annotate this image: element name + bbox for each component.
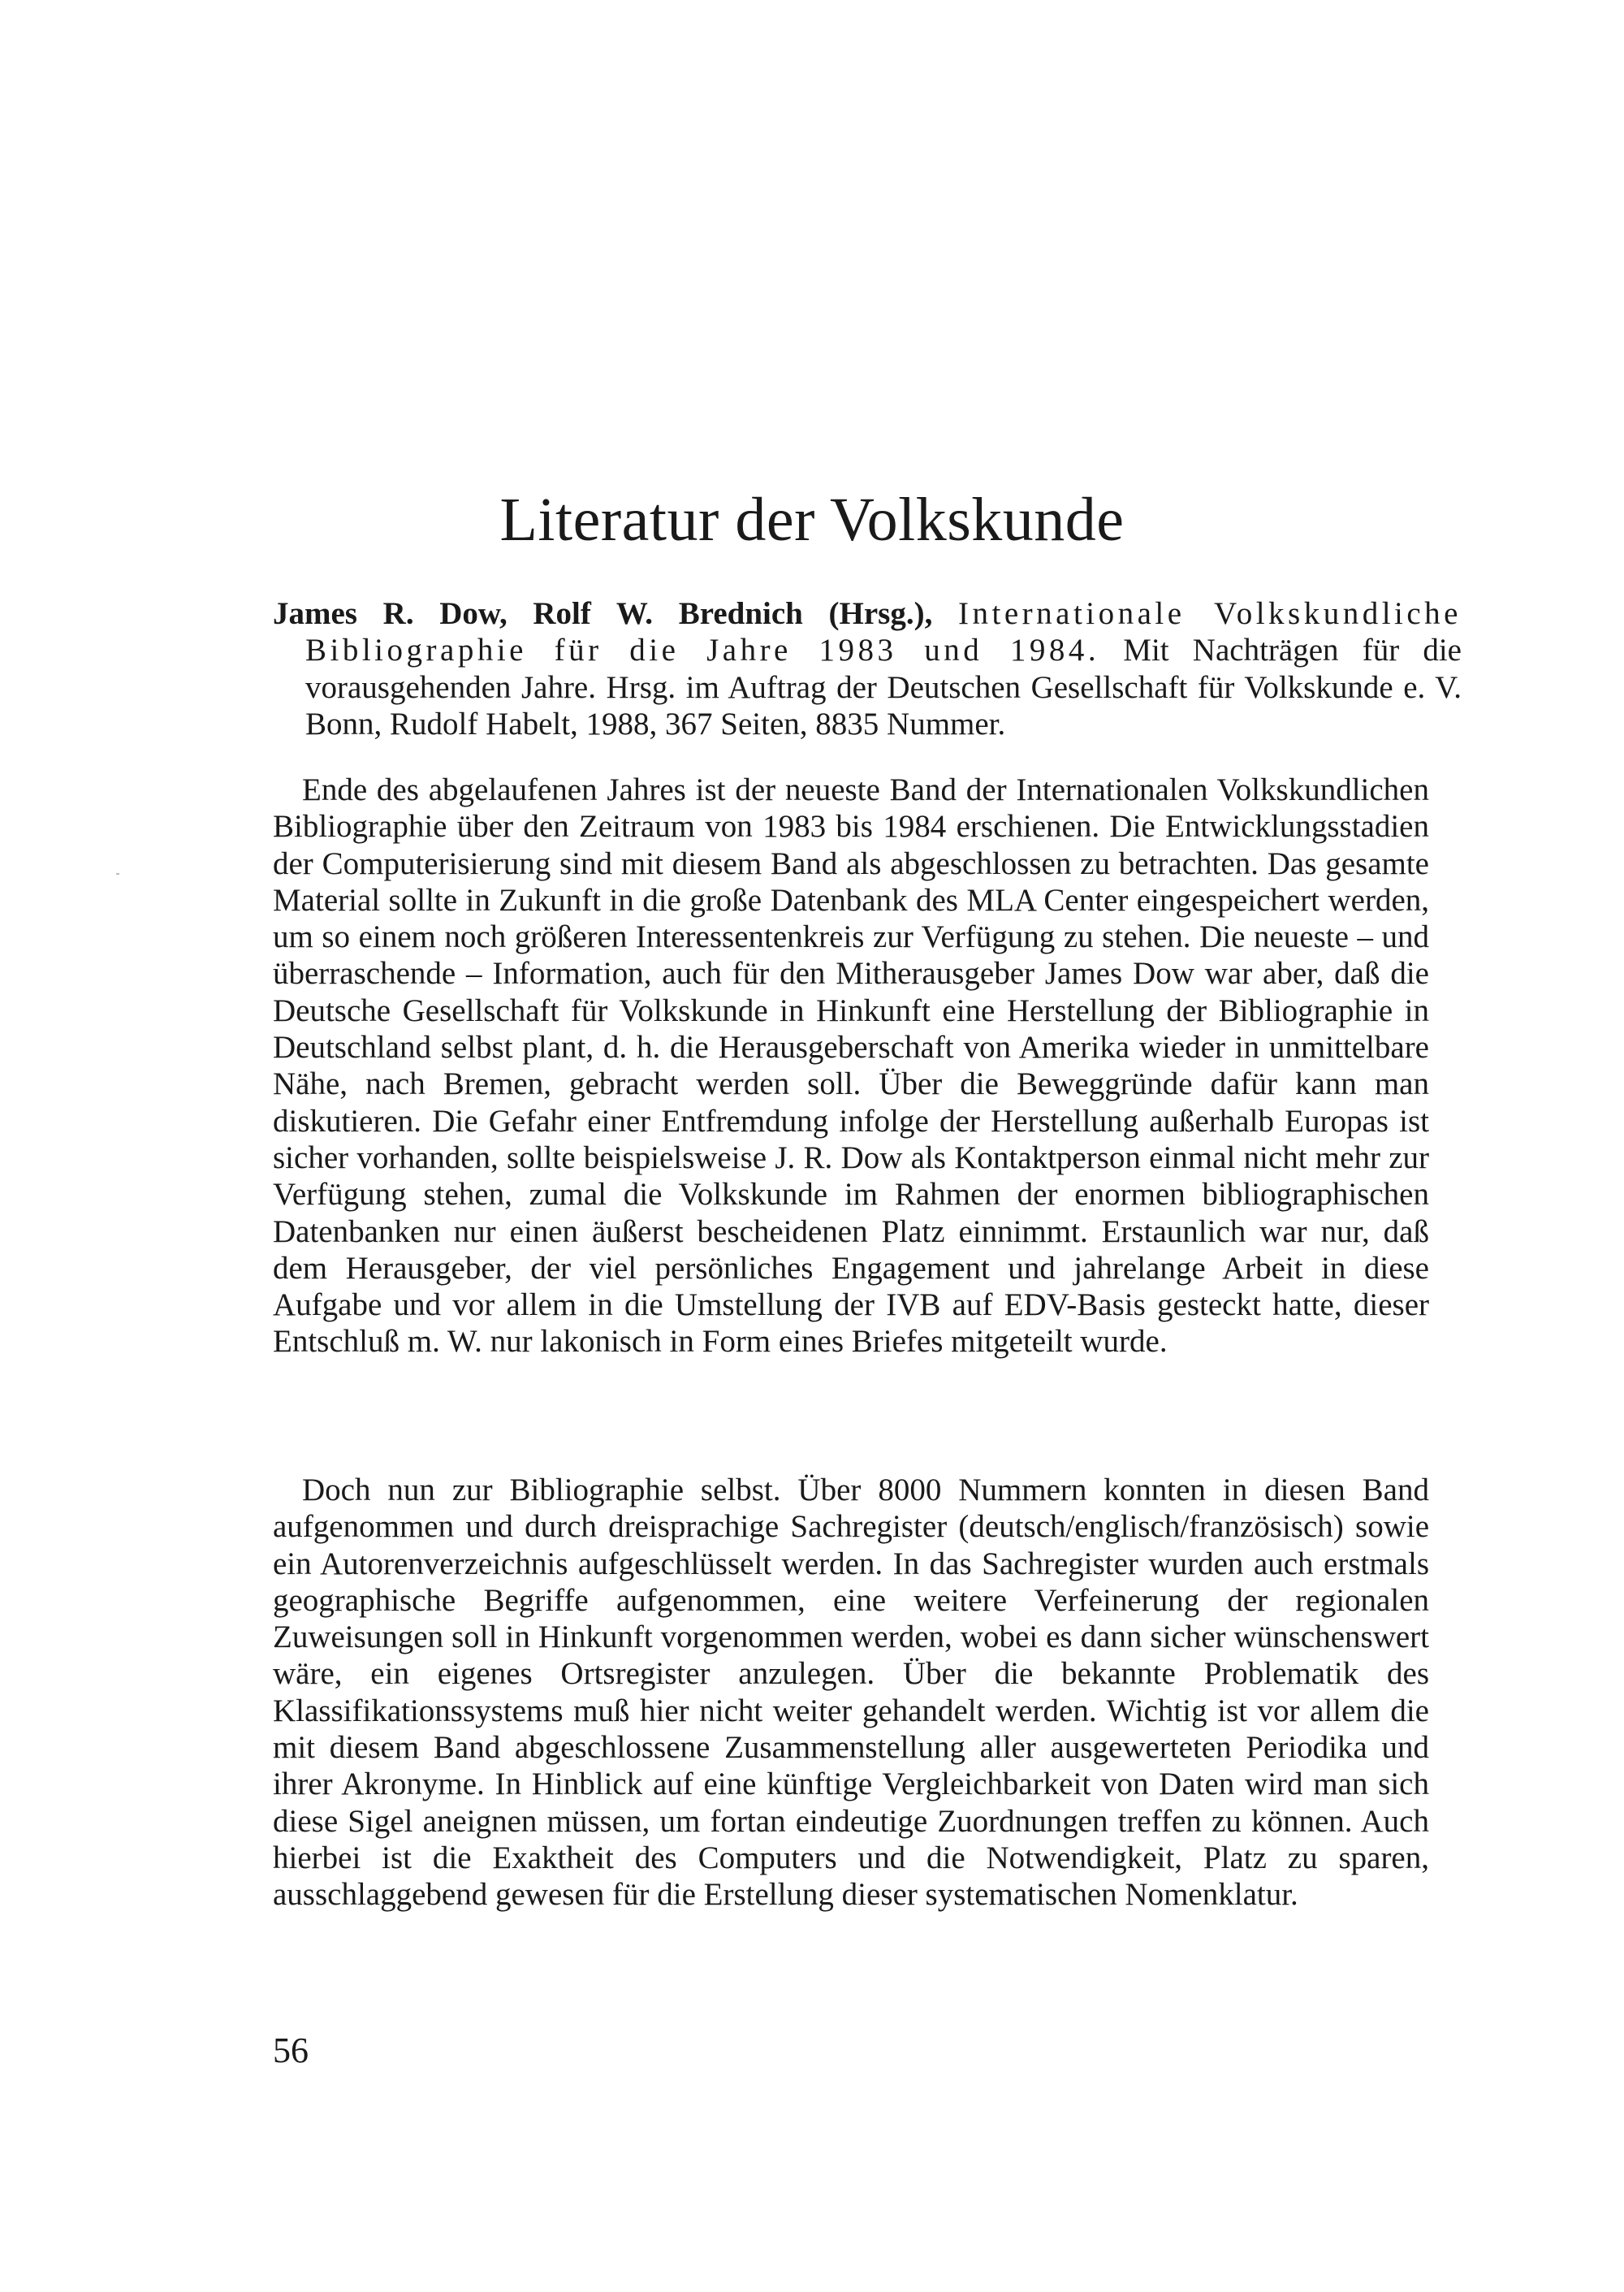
bibliography-title: Internationale Volkskundliche Bibliographie für die Jahre 1983 und 1984. — [305, 596, 1462, 668]
page-title: Literatur der Volkskunde — [499, 486, 1125, 554]
bibliography-authors: James R. Dow, Rolf W. Brednich (Hrsg.), — [273, 596, 933, 631]
paragraph-text: Doch nun zur Bibliographie selbst. Über 8000 Nummern konnten in diesen Band aufgenommen und durch dreisprachige Sachregister (deutsch/englisch/französisch) sowie ein Autorenverzeichnis aufgeschlüsselt werden. In das Sachregister wurden auch erstmals geographische Begriffe aufgenommen, eine weitere Verfeinerung der regionalen Zuweisungen soll in Hinkunft vorgenommen werden, wobei es dann sicher wünschenswert wäre, ein eigenes Ortsregister anzulegen. Über die bekannte Problematik des Klassifikationssystems muß hier nicht weiter gehandelt werden. Wichtig ist vor allem die mit diesem Band abgeschlossene Zusammenstellung aller ausgewerteten Periodika und ihrer Akronyme. In Hinblick auf eine künftige Vergleichbarkeit von Daten wird man sich diese Sigel aneignen müssen, um fortan eindeutige Zuordnungen treffen zu können. Auch hierbei ist die Exaktheit des Computers und die Notwendigkeit, Platz zu sparen, ausschlaggebend gewesen für die Erstellung dieser systematischen Nomenklatur. — [273, 1473, 1429, 1913]
paragraph-text: Ende des abgelaufenen Jahres ist der neueste Band der Internationalen Volkskundlichen Bibliographie über den Zeitraum von 1983 bis 1984 erschienen. Die Entwicklungsstadien der Computerisierung sind mit diesem Band als abgeschlossen zu betrachten. Das gesamte Material sollte in Zukunft in die große Datenbank des MLA Center eingespeichert werden, um so einem noch größeren Interessentenkreis zur Verfügung zu stehen. Die neueste – und überraschende – Information, auch für den Mitherausgeber James Dow war aber, daß die Deutsche Gesellschaft für Volkskunde in Hinkunft eine Herstellung der Bibliographie in Deutschland selbst plant, d. h. die Herausgeberschaft von Amerika wieder in unmittelbare Nähe, nach Bremen, gebracht werden soll. Über die Beweggründe dafür kann man diskutieren. Die Gefahr einer Entfremdung infolge der Herstellung außerhalb Europas ist sicher vorhanden, sollte beispielsweise J. R. Dow als Kontaktperson einmal nicht mehr zur Verfügung stehen, zumal die Volkskunde im Rahmen der enormen bibliographischen Datenbanken nur einen äußerst bescheidenen Platz einnimmt. Erstaunlich war nur, daß dem Herausgeber, der viel persönliches Engagement und jahrelange Arbeit in diese Aufgabe und vor allem in die Umstellung der IVB auf EDV-Basis gesteckt hatte, dieser Entschluß m. W. nur lakonisch in Form eines Briefes mitgeteilt wurde. — [273, 772, 1429, 1360]
bibliography-details: Mit Nachträgen für die vorausgehenden Jahre. Hrsg. im Auftrag der Deutschen Gesellschaft für Volkskunde e. V. Bonn, Rudolf Habelt, 1988, 367 Seiten, 8835 Nummer. — [305, 633, 1462, 742]
page-number: 56 — [273, 2030, 309, 2070]
bibliography-entry — [273, 595, 1462, 742]
bibliography-entry-text — [273, 595, 1462, 742]
body-paragraph-2 — [273, 1472, 1429, 1914]
margin-speck — [116, 873, 119, 875]
body-paragraph-1 — [273, 772, 1429, 1360]
